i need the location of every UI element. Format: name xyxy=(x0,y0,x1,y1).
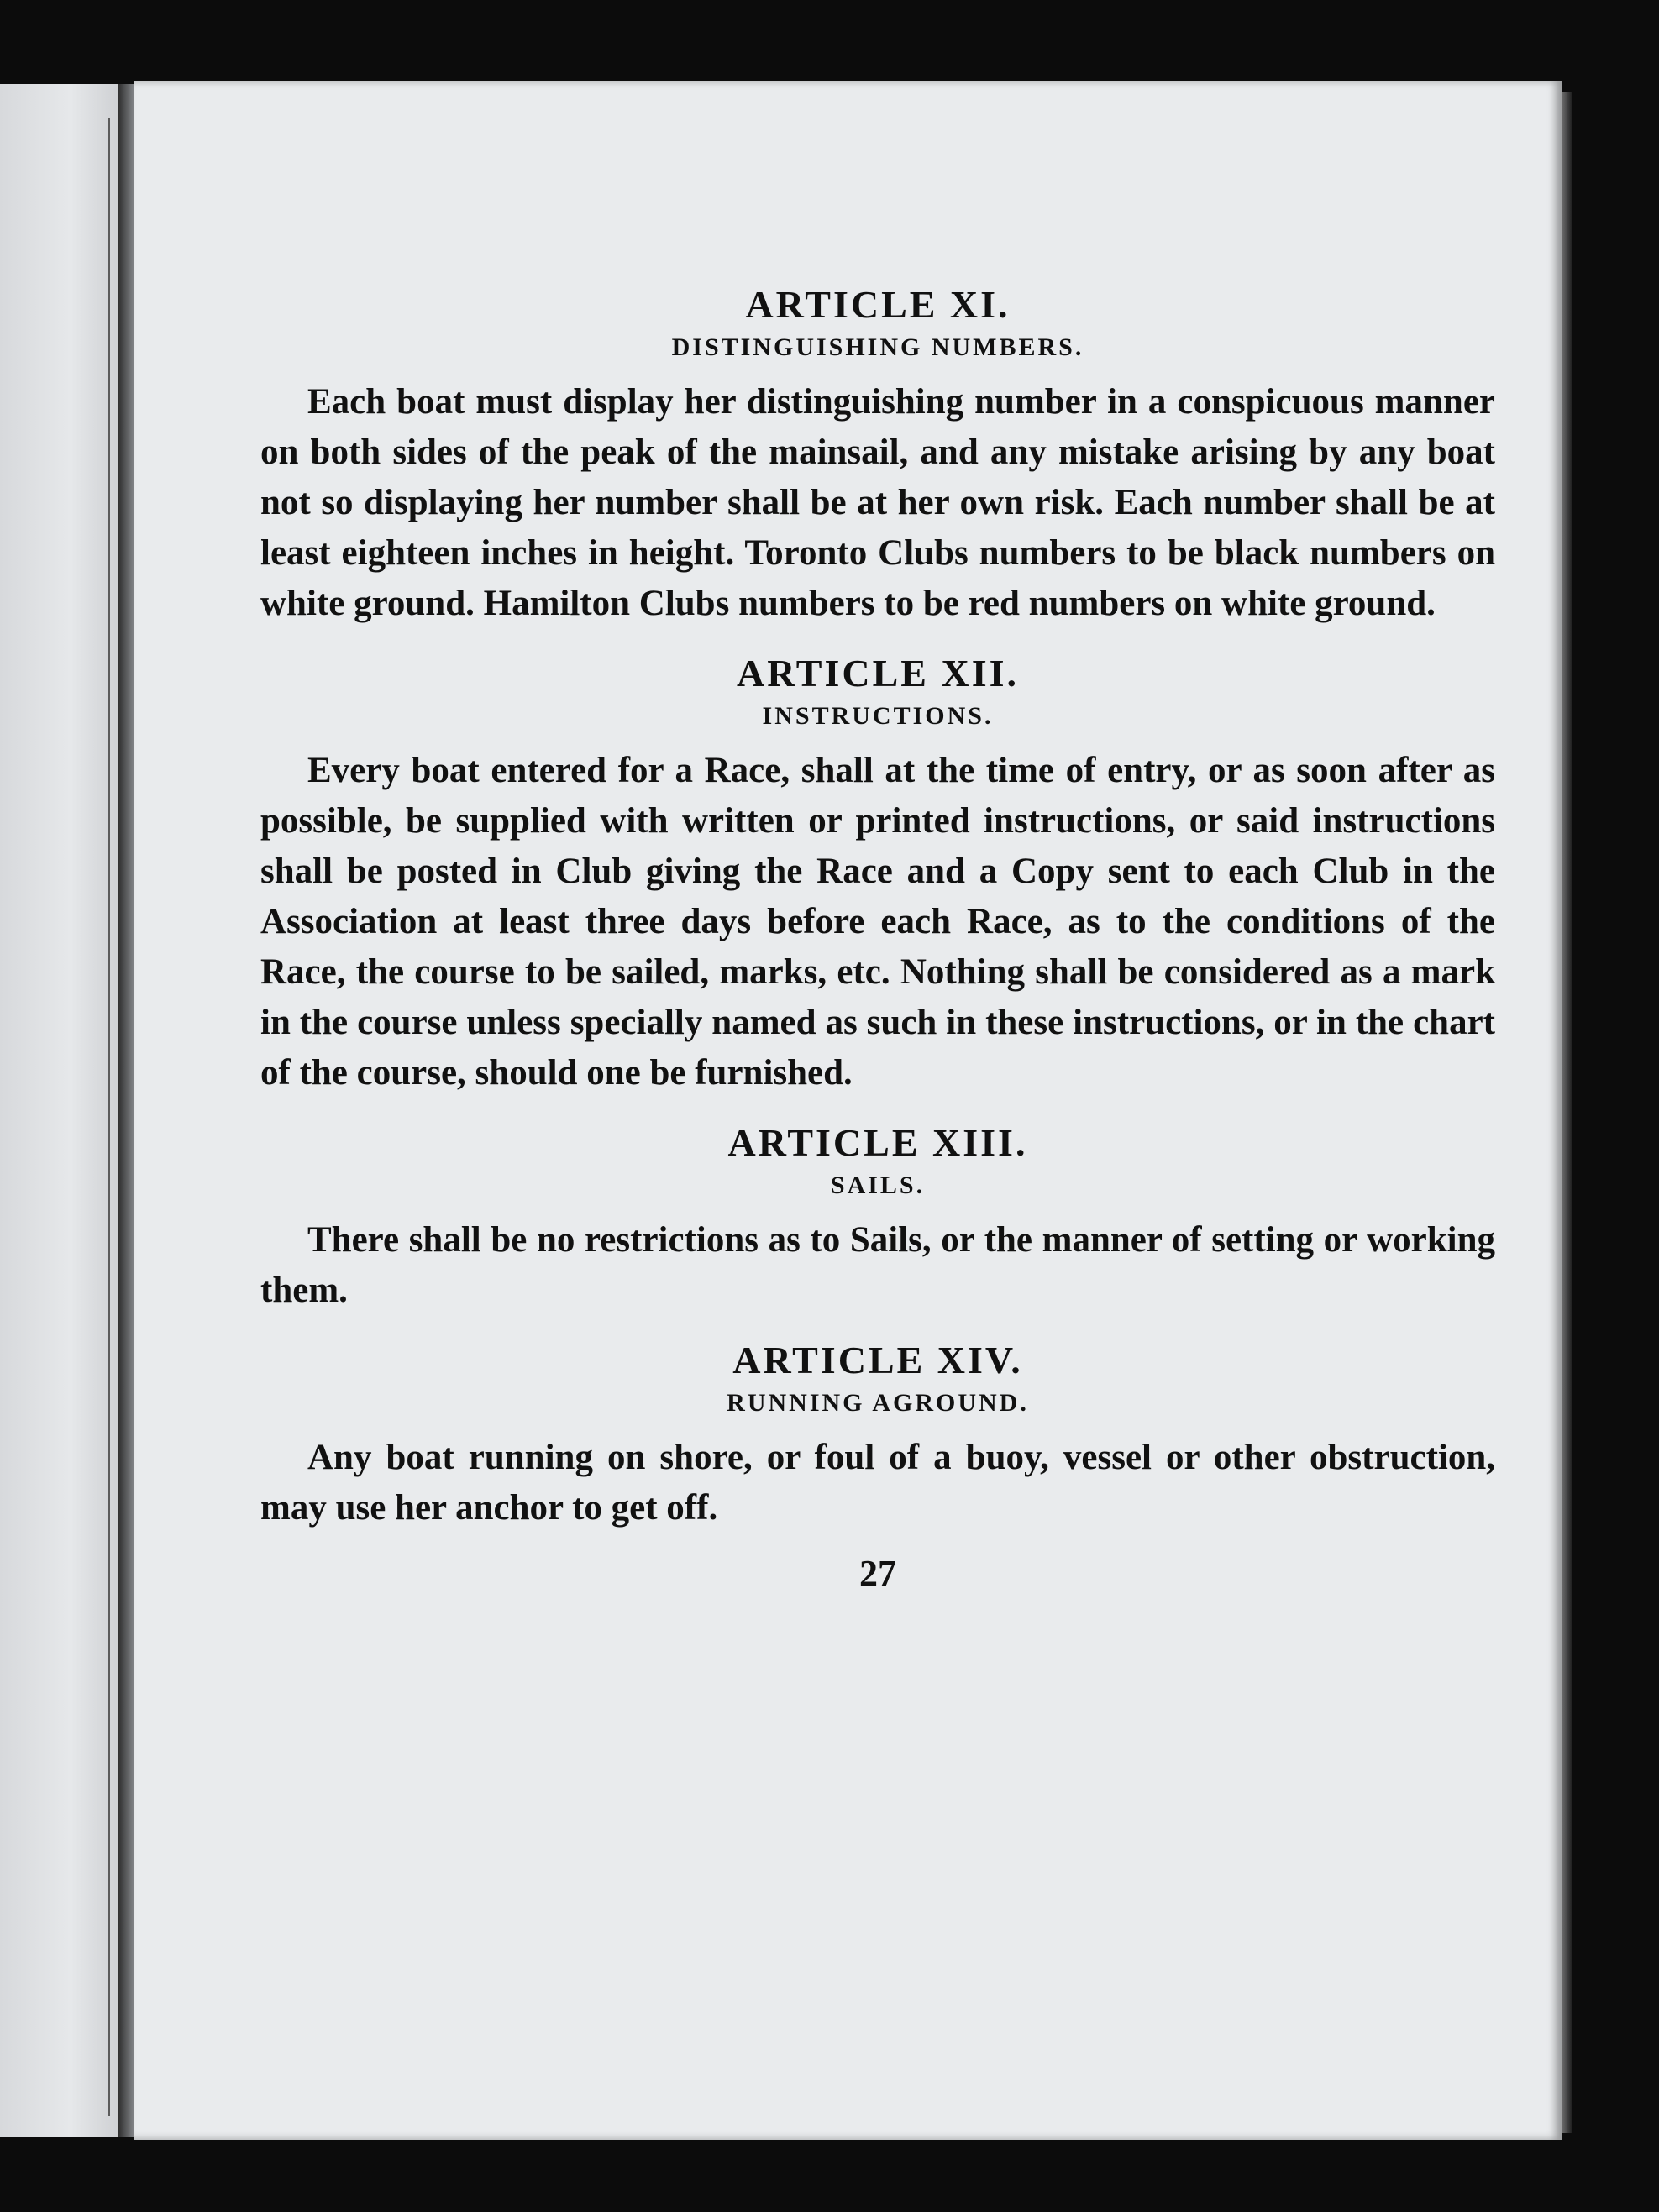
article-subheading: DISTINGUISHING NUMBERS. xyxy=(671,333,1084,361)
article-xii xyxy=(260,651,1495,1098)
page-gutter-line xyxy=(108,118,110,2116)
article-heading: ARTICLE XI. xyxy=(745,283,1011,326)
article-body: Any boat running on shore, or foul of a buoy, vessel or other obstruction, may use her anchor to get off. xyxy=(260,1438,1495,1528)
article-xiii xyxy=(260,1120,1495,1316)
article-heading: ARTICLE XIV. xyxy=(732,1339,1023,1381)
page-content xyxy=(260,282,1495,1595)
article-subheading: INSTRUCTIONS. xyxy=(762,702,994,730)
article-body: There shall be no restrictions as to Sails, or the manner of setting or working them. xyxy=(260,1220,1495,1310)
article-heading: ARTICLE XII. xyxy=(736,652,1019,695)
page-right-edge xyxy=(1562,92,1572,2133)
article-xiv xyxy=(260,1338,1495,1533)
article-xi xyxy=(260,282,1495,629)
article-subheading: SAILS. xyxy=(830,1172,926,1199)
article-subheading: RUNNING AGROUND. xyxy=(727,1389,1029,1417)
article-heading: ARTICLE XIII. xyxy=(727,1121,1028,1164)
page-number: 27 xyxy=(859,1553,896,1594)
book-page xyxy=(134,81,1562,2140)
article-body: Every boat entered for a Race, shall at the time of entry, or as soon after as possible, be supplied with written or printed instructions, or said instructions shall be posted in Club giving the Race and a Copy sent to each Club in the Association at least three days before each Race, as to the conditions of the Race, the course to be sailed, marks, etc. Nothing shall be considered as a mark in the course unless specially named as such in these instructions, or in the chart of the course, should one be furnished. xyxy=(260,751,1495,1093)
facing-page-edge xyxy=(0,84,118,2137)
article-body: Each boat must display her distinguishing number in a conspicuous manner on both sides of the peak of the mainsail, and any mistake arising by any boat not so displaying her number shall be at her own risk. Each number shall be at least eighteen inches in height. Toronto Clubs numbers to be black numbers on white ground. Hamilton Clubs numbers to be red numbers on white ground. xyxy=(260,382,1495,623)
